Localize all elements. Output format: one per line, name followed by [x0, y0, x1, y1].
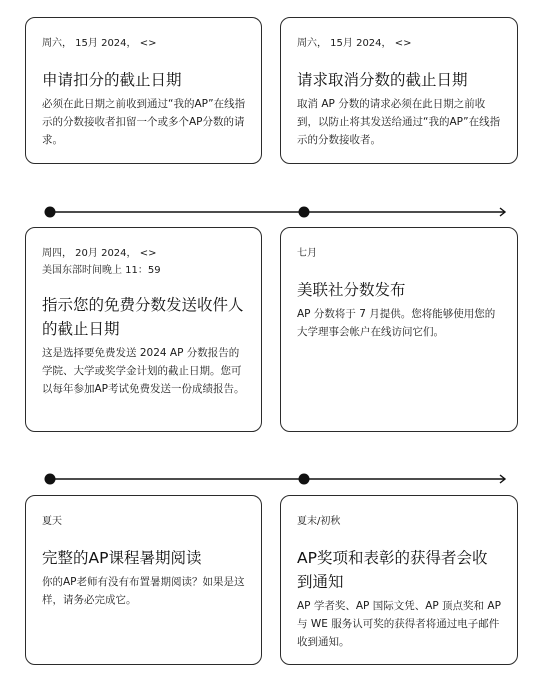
timeline-card-summer-reading — [25, 495, 262, 665]
card-date: 周六， 15月 2024， <> — [42, 38, 157, 49]
timeline-card-awards-notification — [280, 495, 518, 665]
timeline-connector — [0, 469, 545, 489]
card-description: 这是选择要免费发送 2024 AP 分数报告的学院、大学或奖学金计划的截止日期。您可以每年参加AP考试免费发送一份成绩报告。 — [42, 347, 245, 395]
timeline-dot — [299, 474, 310, 485]
card-title: 请求取消分数的截止日期 — [297, 71, 468, 89]
timeline-card-score-withholding-deadline — [25, 17, 262, 164]
card-description: 取消 AP 分数的请求必须在此日期之前收到，以防止将其发送给通过“我的AP”在线指示的分数接收者。 — [297, 98, 501, 146]
card-date: 七月 — [297, 248, 317, 259]
timeline-dot — [45, 474, 56, 485]
card-date: 夏末/初秋 — [297, 516, 341, 527]
card-description: 你的AP老师有没有布置暑期阅读？如果是这样，请务必完成它。 — [42, 576, 245, 606]
card-date: 周六， 15月 2024， <> — [297, 38, 412, 49]
timeline-card-free-score-send-deadline — [25, 227, 262, 432]
card-date: 周四， 20月 2024， <> 美国东部时间晚上 11：59 — [42, 248, 161, 276]
timeline-connector — [0, 202, 545, 222]
timeline-dot — [299, 207, 310, 218]
card-description: AP 分数将于 7 月提供。您将能够使用您的大学理事会帐户在线访问它们。 — [297, 308, 496, 338]
card-description: AP 学者奖、AP 国际文凭、AP 顶点奖和 AP 与 WE 服务认可奖的获得者将通过电子邮件收到通知。 — [297, 600, 501, 648]
timeline-dot — [45, 207, 56, 218]
timeline-card-score-cancellation-deadline — [280, 17, 518, 164]
timeline-card-score-release — [280, 227, 518, 432]
card-date: 夏天 — [42, 516, 62, 527]
card-title: 美联社分数发布 — [297, 281, 406, 299]
card-description: 必须在此日期之前收到通过“我的AP”在线指示的分数接收者扣留一个或多个AP分数的请求。 — [42, 98, 246, 146]
card-title: AP奖项和表彰的获得者会收到通知 — [297, 549, 488, 591]
card-title: 指示您的免费分数发送收件人的截止日期 — [42, 296, 244, 338]
card-title: 申请扣分的截止日期 — [42, 71, 182, 89]
card-title: 完整的AP课程暑期阅读 — [42, 549, 202, 567]
